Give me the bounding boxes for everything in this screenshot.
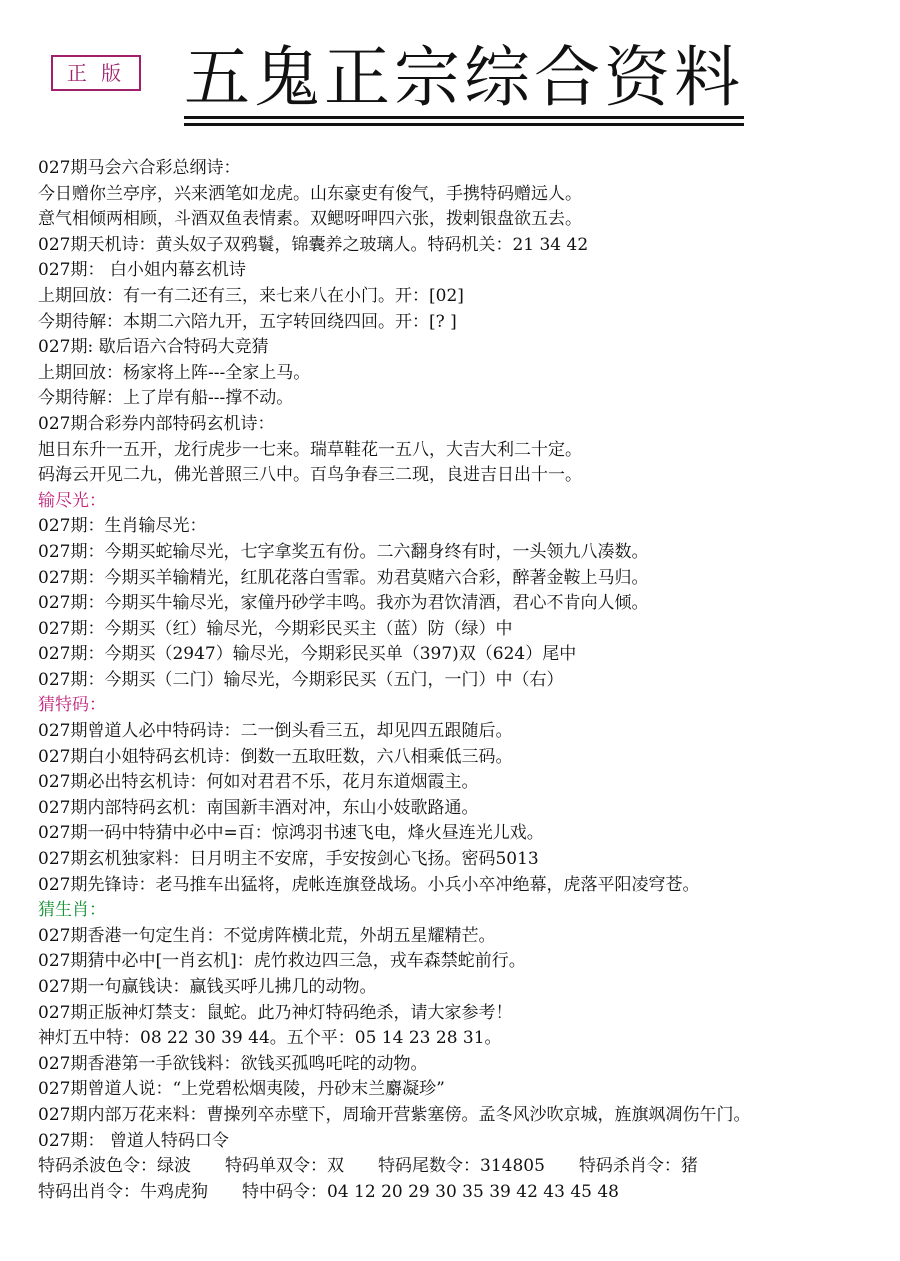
text-line: 027期天机诗：黄头奴子双鸦鬟，锦囊养之玻璃人。特码机关：21 34 42: [38, 234, 589, 255]
text-line: 027期正版神灯禁支：鼠蛇。此乃神灯特码绝杀，请大家参考！: [38, 1002, 513, 1023]
text-line: 特码杀波色令：绿波 特码单双令：双 特码尾数令：314805 特码杀肖令：猪: [38, 1156, 698, 1177]
text-line: 027期： 白小姐内幕玄机诗: [38, 260, 246, 281]
section-heading: 猜特码：: [38, 695, 106, 716]
text-line: 027期必出特玄机诗：何如对君君不乐，花月东道烟霞主。: [38, 772, 479, 793]
title-underline-top: [184, 116, 744, 119]
text-line: 027期内部特码玄机：南国新丰酒对冲，东山小妓歌路通。: [38, 797, 479, 818]
text-line: 027期内部万花来料：曹操列卒赤壁下，周瑜开营紫塞傍。孟冬风沙吹京城，旌旗飒凋伤午门。: [38, 1104, 751, 1125]
text-line: 027期： 曾道人特码口令: [38, 1130, 229, 1151]
text-line: 上期回放：杨家将上阵---全家上马。: [38, 362, 311, 383]
text-line: 027期：今期买（红）输尽光，今期彩民买主（蓝）防（绿）中: [38, 618, 513, 639]
text-line: 今期待解：上了岸有船---撑不动。: [38, 388, 294, 409]
text-line: 027期：今期买（二门）输尽光，今期彩民买（五门，一门）中（右）: [38, 669, 564, 690]
text-line: 今期待解：本期二六陪九开，五字转回绕四回。开：[? ]: [38, 311, 457, 332]
text-line: 上期回放：有一有二还有三，来七来八在小门。开：[02]: [38, 285, 464, 306]
text-line: 027期曾道人说：“上党碧松烟夷陵，丹砂末兰麝凝珍”: [38, 1079, 445, 1100]
text-line: 今日赠你兰亭序，兴来洒笔如龙虎。山东豪吏有俊气，手携特码赠远人。: [38, 183, 582, 204]
text-line: 027期一码中特猜中必中=百：惊鸿羽书速飞电，烽火昼连光儿戏。: [38, 823, 544, 844]
text-line: 027期香港一句定生肖：不觉虏阵横北荒，外胡五星耀精芒。: [38, 925, 496, 946]
text-line: 027期香港第一手欲钱料：欲钱买孤鸣吒咤的动物。: [38, 1053, 428, 1074]
text-line: 027期猜中必中[一肖玄机]：虎竹救边四三急，戎车森禁蛇前行。: [38, 951, 526, 972]
text-line: 027期玄机独家料：日月明主不安席，手安按剑心飞扬。密码5013: [38, 849, 539, 870]
text-line: 027期马会六合彩总纲诗：: [38, 158, 241, 178]
text-line: 027期：生肖输尽光：: [38, 516, 207, 537]
text-line: 027期一句赢钱诀：赢钱买呼儿拂几的动物。: [38, 977, 377, 997]
text-line: 027期白小姐特码玄机诗：倒数一五取旺数，六八相乘低三码。: [38, 746, 513, 767]
title-underline-bottom: [184, 123, 744, 126]
section-heading: 输尽光：: [38, 490, 106, 511]
text-line: 027期：今期买羊输精光，红肌花落白雪霏。劝君莫赌六合彩，醉著金鞍上马归。: [38, 567, 649, 588]
text-line: 027期：今期买（2947）输尽光，今期彩民买单（397)双（624）尾中: [38, 644, 577, 665]
text-line: 027期合彩券内部特码玄机诗：: [38, 413, 275, 434]
text-line: 旭日东升一五开，龙行虎步一七来。瑞草鞋花一五八，大吉大利二十定。: [38, 439, 582, 460]
page-title: 五鬼正宗综合资料: [184, 39, 744, 116]
text-line: 027期先锋诗：老马推车出猛将，虎帐连旗登战场。小兵小卒冲绝幕，虎落平阳凌穹苍。: [38, 874, 700, 895]
section-heading: 猜生肖：: [38, 900, 106, 921]
text-line: 特码出肖令：牛鸡虎狗 特中码令：04 12 20 29 30 35 39 42 43 45 48: [38, 1181, 619, 1202]
text-line: 码海云开见二九，佛光普照三八中。百鸟争春三二现，良进吉日出十一。: [38, 465, 582, 486]
content-body: [38, 156, 888, 1205]
text-line: 027期：今期买牛输尽光，家僮丹砂学丰鸣。我亦为君饮清酒，君心不肯向人倾。: [38, 593, 649, 614]
text-line: 027期：今期买蛇输尽光，七字拿奖五有份。二六翻身终有时，一头领九八凑数。: [38, 541, 649, 562]
text-line: 027期: 歇后语六合特码大竞猜: [38, 337, 269, 358]
text-line: 027期曾道人必中特码诗：二一倒头看三五，却见四五跟随后。: [38, 721, 513, 742]
edition-badge: 正 版: [51, 55, 141, 91]
text-line: 神灯五中特：08 22 30 39 44。五个平：05 14 23 28 31。: [38, 1028, 502, 1049]
text-line: 意气相倾两相顾，斗酒双鱼表情素。双鳃呀呷四六张，拨剌银盘欲五去。: [38, 209, 582, 230]
